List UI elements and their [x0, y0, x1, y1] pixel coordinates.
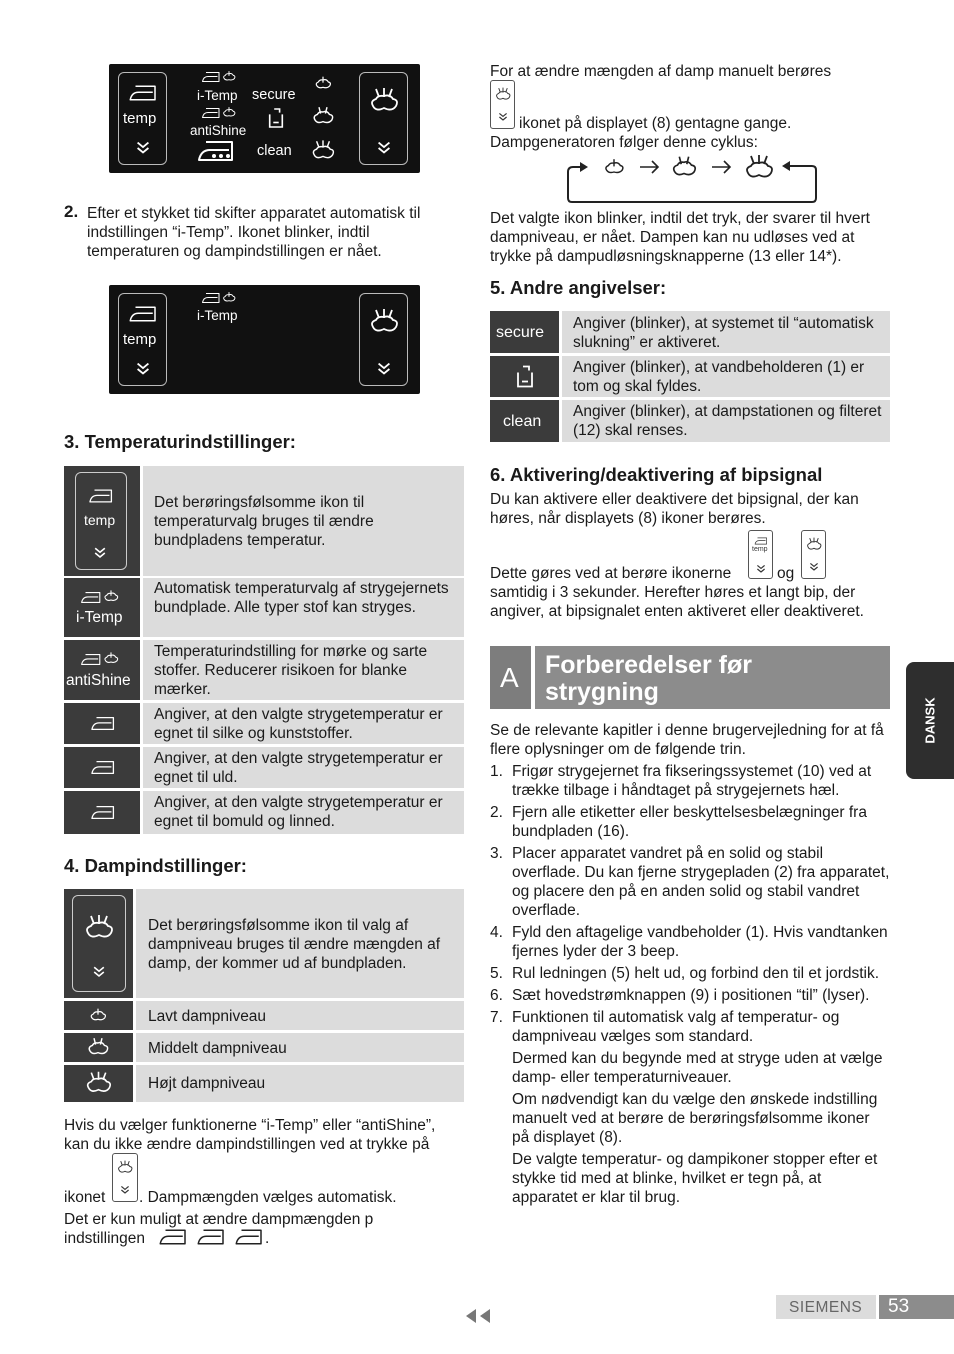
control-panel-display	[109, 64, 420, 173]
iron-two-dots-cell	[64, 747, 140, 788]
section-a-letter-box	[490, 646, 531, 709]
steam-low-icon	[102, 650, 120, 668]
iron-icon	[754, 536, 768, 546]
steam-high-icon	[369, 306, 399, 336]
section-a-title-1: Forberedelser før	[545, 651, 753, 679]
step-5: 5. Rul ledningen (5) helt ud, og forbind den til et jordstik.	[490, 965, 880, 982]
sec6-text2b: og	[777, 565, 795, 582]
itemp-label: i-Temp	[76, 609, 123, 626]
temp-label: temp	[84, 512, 116, 528]
steam-cycle-diagram	[560, 150, 820, 204]
sec4-note-4b: .	[265, 1230, 270, 1247]
steam-button-inline-icon	[801, 530, 826, 579]
step-6: 6. Sæt hovedstrømknappen (9) i positionen “til” (lyser).	[490, 987, 870, 1004]
back-arrows	[464, 1309, 492, 1323]
chevron-down-icon	[92, 545, 108, 561]
steam-button-cell	[64, 889, 133, 998]
dots	[212, 154, 232, 158]
step-3: 3. Placer apparatet vandret på en solid og stabil overflade. Du kan fjerne strygepladen (2) fra apparatet, og placere den på en anden solid og stabil vandret overflade.	[490, 845, 890, 919]
sec4-note-2b: . Dampmængden vælges automatisk.	[139, 1189, 397, 1206]
steam-medium-icon	[86, 1035, 110, 1059]
water-tank-cell	[490, 356, 559, 397]
iron-icon	[128, 304, 158, 324]
steam-high-cell	[64, 1065, 133, 1102]
chevron-down-icon	[808, 561, 820, 573]
section-6-heading: 6. Aktivering/deaktivering af bipsignal	[490, 464, 823, 485]
steam-button-icon	[72, 895, 126, 992]
iron-icon	[128, 83, 158, 103]
step-7: 7. Funktionen til automatisk valg af temperatur- og dampniveau vælges som standard.	[490, 1009, 840, 1045]
iron-one-dot-text: Angiver, at den valgte strygetemperatur er egnet til silke og kunststoffer.	[154, 706, 443, 742]
antishine-icon-cell	[64, 640, 140, 700]
footer-page-bar	[879, 1295, 954, 1319]
step-7-cont-2: Om nødvendigt kan du vælge den ønskede indstilling manuelt ved at berøre de berøringsfølsomme ikoner på displayet (8).	[512, 1091, 878, 1146]
steam-intro-c: Dampgeneratoren følger denne cyklus:	[490, 134, 758, 151]
steam-medium-text: Middelt dampniveau	[148, 1040, 287, 1057]
steam-high-icon	[369, 85, 399, 115]
step-2: 2. Fjern alle etiketter eller beskyttelsesbelægninger fra bundpladen (16).	[490, 804, 867, 840]
iron-one-dot-cell	[64, 703, 140, 744]
step-4: 4. Fyld den aftagelige vandbeholder (1). Hvis vandtanken fjernes lyder der 3 beep.	[490, 924, 888, 960]
steam-high-icon	[85, 1069, 112, 1096]
iron-icon	[80, 652, 102, 667]
antishine-label: antiShine	[66, 672, 131, 689]
secure-text: Angiver (blinker), at systemet til “automatisk slukning” er aktiveret.	[573, 315, 874, 351]
sec4-note-1: Hvis du vælger funktionerne “i-Temp” eller “antiShine”, kan du ikke ændre dampindstillingen ved at trykke på	[64, 1117, 436, 1153]
sec6-text3: samtidig i 3 sekunder. Herefter høres et langt bip, der angiver, at bipsignalet enten aktiveret eller deaktiveret.	[490, 584, 864, 620]
itemp-row-text: Automatisk temperaturvalg af strygejernets bundplade. Alle typer stof kan stryges.	[154, 580, 449, 616]
iron-steam-icon	[201, 70, 221, 84]
iron-three-dots-icon	[234, 1226, 264, 1248]
temp-button[interactable]	[118, 293, 167, 386]
clean-text: Angiver (blinker), at dampstationen og filteret (12) skal renses.	[573, 403, 882, 439]
steam-low-text: Lavt dampniveau	[148, 1008, 267, 1025]
step-2-text: Efter et stykket tid skifter apparatet automatisk til indstillingen “i-Temp”. Ikonet blinker, indtil temperaturen og dampindstillingen er nået.	[87, 205, 421, 260]
step-7-cont-1: Dermed kan du begynde med at stryge uden at vælge damp- eller temperaturniveauer.	[512, 1050, 883, 1086]
steam-low-icon	[221, 290, 237, 306]
steam-blink-text: Det valgte ikon blinker, indtil det tryk, der svarer til hvert dampniveau, er nået. Dampen kan nu udløses ved at trykke på dampudløsningsknapperne (13 eller 14*).	[490, 210, 870, 265]
iron-two-dots-text: Angiver, at den valgte strygetemperatur er egnet til uld.	[154, 750, 443, 786]
steam-button-text: Det berøringsfølsomme ikon til valg af dampniveau bruges til ændre mængden af damp, der kommer ud af bundpladen.	[148, 917, 441, 972]
steam-low-cell	[64, 1001, 133, 1030]
steam-high-text: Højt dampniveau	[148, 1075, 266, 1092]
iron-one-dot-icon	[90, 715, 116, 732]
steam-button[interactable]	[359, 72, 408, 165]
clean-label: clean	[503, 413, 542, 430]
antishine-row-text: Temperaturindstilling for mørke og sarte stoffer. Reducerer risikoen for blanke mærker.	[154, 643, 428, 698]
steam-high-icon	[311, 138, 335, 162]
iron-three-dots-cell	[64, 791, 140, 834]
temp-label: temp	[123, 331, 157, 348]
iron-antishine-icon	[201, 106, 221, 120]
water-tank-text: Angiver (blinker), at vandbeholderen (1) er tom og skal fyldes.	[573, 359, 865, 395]
chevron-down-icon	[375, 360, 393, 378]
footer-brand: SIEMENS	[789, 1299, 863, 1316]
steam-button-inline-icon	[490, 80, 515, 129]
language-tab	[906, 662, 954, 779]
chevron-down-icon	[497, 111, 509, 123]
temp-label: temp	[123, 110, 157, 127]
sec4-note-4a: indstillingen	[64, 1230, 145, 1247]
steam-high-icon	[495, 86, 511, 102]
secure-label-cell	[490, 311, 559, 353]
iron-icon	[88, 487, 114, 505]
iron-steam-icon	[201, 291, 221, 305]
iron-setting-icons	[158, 1226, 266, 1250]
steam-medium-cell	[64, 1033, 133, 1062]
steam-high-icon	[806, 536, 822, 552]
itemp-icon-cell	[64, 578, 140, 637]
steam-high-icon	[117, 1159, 133, 1175]
steam-high-icon	[84, 912, 114, 942]
iron-two-dots-icon	[90, 759, 116, 776]
section-3-heading: 3. Temperaturindstillinger:	[64, 431, 296, 452]
steam-low-icon	[102, 588, 120, 606]
water-tank-icon	[267, 107, 285, 129]
steam-button[interactable]	[359, 293, 408, 386]
secure-label: secure	[252, 87, 296, 103]
section-4-heading: 4. Dampindstillinger:	[64, 855, 247, 876]
steam-intro-a: For at ændre mængden af damp manuelt berøres	[490, 63, 832, 80]
step-1: 1. Frigør strygejernet fra fikseringssystemet (10) ved at trække tilbage i håndtaget på strygejernets hæl.	[490, 763, 872, 799]
steam-low-icon	[313, 74, 333, 94]
water-tank-icon	[515, 364, 535, 389]
section-5-heading: 5. Andre angivelser:	[490, 277, 667, 298]
steam-intro-b: ikonet på displayet (8) gentagne gange.	[519, 115, 792, 132]
itemp-label: i-Temp	[197, 308, 238, 323]
chevron-down-icon	[134, 360, 152, 378]
itemp-label: i-Temp	[197, 88, 238, 103]
clean-label-cell	[490, 400, 559, 442]
sec6-text2a: Dette gøres ved at berøre ikonerne	[490, 565, 732, 582]
iron-three-dots-text: Angiver, at den valgte strygetemperatur er egnet til bomuld og linned.	[154, 794, 443, 830]
section-a-letter: A	[500, 662, 519, 693]
steam-button-inline-icon	[112, 1153, 138, 1202]
temp-button[interactable]	[118, 72, 167, 165]
steam-medium-icon	[311, 104, 335, 128]
steam-low-icon	[221, 69, 237, 85]
temp-button-inline-icon	[748, 530, 773, 579]
preparation-steps	[490, 762, 890, 1207]
sec6-text: Du kan aktivere eller deaktivere det bipsignal, der kan høres, når displayets (8) ikoner berøres.	[490, 491, 859, 527]
sec4-note-3: Det er kun muligt at ændre dampmængden p	[64, 1211, 374, 1228]
steam-low-icon	[88, 1006, 108, 1026]
chevron-down-icon	[755, 563, 767, 575]
clean-label: clean	[257, 143, 292, 159]
iron-three-dots-icon	[90, 804, 116, 821]
section-a-title-box	[535, 646, 890, 709]
secure-label: secure	[496, 324, 545, 341]
iron-icon	[80, 590, 102, 605]
temp-row-text: Det berøringsfølsomme ikon til temperaturvalg bruges til ændre bundpladens temperatur.	[154, 494, 374, 549]
temp-icon-cell	[64, 466, 140, 576]
step-2-number: 2.	[64, 202, 79, 221]
control-panel-display-itemp	[109, 285, 420, 394]
sec4-note-2a: ikonet	[64, 1189, 106, 1206]
chevron-down-icon	[91, 964, 107, 980]
double-left-arrow-icon	[464, 1309, 492, 1323]
antishine-label: antiShine	[190, 123, 247, 138]
chevron-down-icon	[119, 1184, 131, 1196]
temp-label-small: temp	[752, 546, 768, 553]
section-a-intro: Se de relevante kapitler i denne brugervejledning for at få flere oplysninger om de følgende trin.	[490, 722, 884, 758]
section-a-title-2: strygning	[545, 678, 659, 706]
language-tab-label: DANSK	[922, 697, 938, 744]
chevron-down-icon	[134, 139, 152, 157]
steam-low-icon	[221, 105, 237, 121]
step-7-cont-3: De valgte temperatur- og dampikoner stopper efter et stykke tid med at blinke, hvilket er tegn på, at apparatet er klar til brug.	[512, 1151, 878, 1206]
iron-one-dot-icon	[158, 1226, 188, 1248]
footer-page-number: 53	[888, 1296, 910, 1317]
chevron-down-icon	[375, 139, 393, 157]
temp-button-icon	[75, 472, 127, 570]
iron-two-dots-icon	[196, 1226, 226, 1248]
footer-brand-bar	[776, 1295, 876, 1319]
iron-three-dots-icon	[196, 138, 236, 164]
